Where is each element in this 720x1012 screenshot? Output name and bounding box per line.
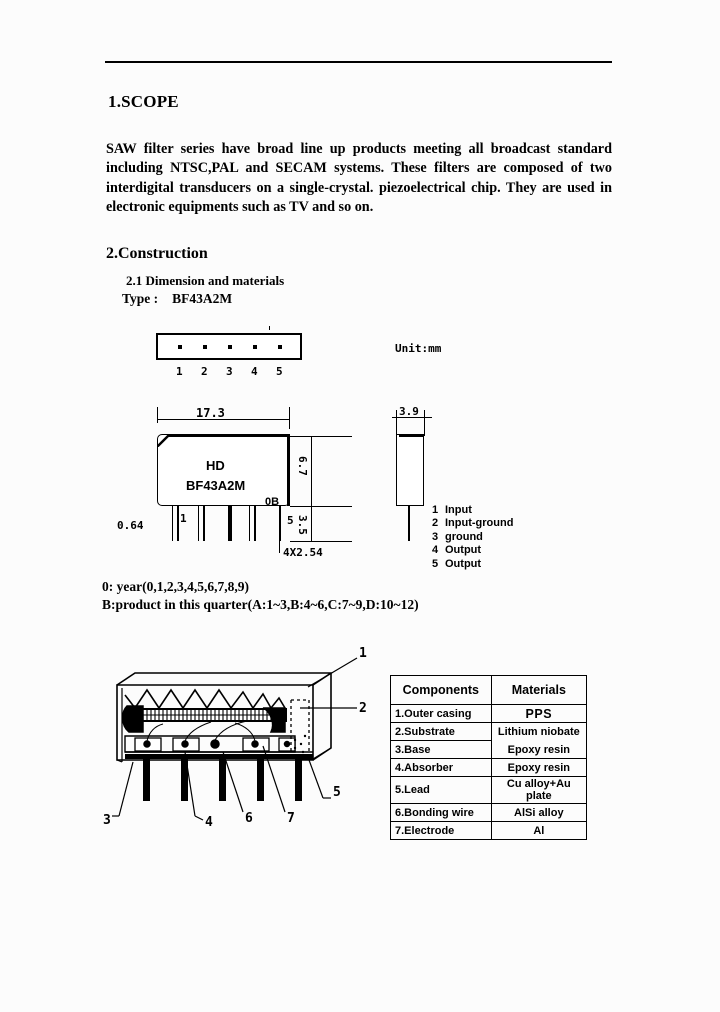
cross-section-diagram (95, 640, 385, 840)
side-view-body (396, 434, 424, 506)
body-marking-brand: HD (206, 458, 225, 473)
pin-dot-4 (253, 345, 257, 349)
dimension-lead-width-value: 0.64 (117, 519, 144, 532)
cell-material: Epoxy resin (491, 759, 586, 777)
front-view-top-edge (168, 434, 290, 437)
lead-4-edge (249, 506, 250, 541)
cell-component: 5.Lead (391, 777, 492, 804)
table-row (391, 705, 587, 723)
cell-component: 6.Bonding wire (391, 804, 492, 822)
date-code-year-note: 0: year(0,1,2,3,4,5,6,7,8,9) (102, 579, 249, 594)
table-row (391, 777, 587, 804)
type-value: BF43A2M (172, 291, 233, 306)
type-line (122, 291, 232, 307)
pin-legend-row (432, 531, 513, 544)
body-marking-part-number: BF43A2M (186, 478, 246, 493)
thickness-dim-right-tick (424, 410, 425, 436)
pin-dot-1 (178, 345, 182, 349)
date-code-notes (102, 578, 419, 614)
date-code-quarter-note: B:product in this quarter(A:1~3,B:4~6,C:7~9,D:10~12) (102, 597, 419, 612)
table-row (391, 759, 587, 777)
cell-material: Cu alloy+Au plate (491, 777, 586, 804)
lead-4 (254, 506, 256, 541)
pin-dot-2 (203, 345, 207, 349)
dimension-pitch-value: 4X2.54 (283, 546, 323, 559)
table-row (391, 822, 587, 840)
cell-material: AlSi alloy (491, 804, 586, 822)
side-view-top-edge (399, 434, 423, 437)
height-dimension-line (311, 436, 312, 506)
cell-material: Lithium niobate (491, 723, 586, 741)
scope-heading: 1.SCOPE (108, 92, 179, 111)
pin-legend-row (432, 544, 513, 557)
callout-7: 7 (287, 811, 295, 826)
width-dimension-left-tick (157, 407, 158, 423)
lead-3 (228, 506, 232, 541)
table-row (391, 723, 587, 741)
pin-function-legend (432, 504, 513, 571)
pin-legend-number: 1 (432, 504, 439, 516)
side-view-lead (408, 506, 410, 541)
table-header-materials: Materials (491, 676, 586, 705)
table-row (391, 804, 587, 822)
front-view-right-edge (287, 434, 290, 506)
callout-3: 3 (103, 813, 111, 828)
table-row (391, 741, 587, 759)
width-dimension-right-tick (289, 407, 290, 429)
pin-legend-name: ground (445, 530, 483, 543)
type-label: Type : (122, 291, 159, 306)
construction-heading: 2.Construction (106, 245, 208, 262)
pin-legend-name: Output (445, 544, 482, 557)
lead-1 (177, 506, 179, 541)
cell-component: 2.Substrate (391, 723, 492, 741)
pin-number-1: 1 (176, 365, 183, 378)
cell-component: 7.Electrode (391, 822, 492, 840)
cell-material: PPS (491, 705, 586, 723)
height-dim-lower-ext (290, 541, 352, 542)
height-dim-upper-ext (290, 436, 352, 437)
callout-2: 2 (359, 701, 367, 716)
materials-table (390, 675, 587, 840)
lead-length-dimension-line (311, 506, 312, 541)
pin-legend-number: 5 (432, 557, 439, 570)
callout-4: 4 (205, 815, 213, 830)
pin-legend-number: 3 (432, 530, 439, 543)
dimension-height-value: 6.7 (296, 456, 309, 476)
lead-number-last: 5 (287, 514, 294, 527)
cell-material: Al (491, 822, 586, 840)
dimension-lead-length-value: 3.5 (296, 515, 309, 535)
cell-component: 1.Outer casing (391, 705, 492, 723)
dimension-width-value: 17.3 (196, 406, 225, 420)
pin-legend-row (432, 504, 513, 517)
lead-5 (279, 506, 281, 541)
pin-legend-name: Input-ground (445, 517, 514, 530)
lead-number-first: 1 (180, 512, 187, 525)
callout-5: 5 (333, 785, 341, 800)
thickness-dim-left-tick (396, 410, 397, 436)
height-dim-mid-ext (290, 506, 352, 507)
pitch-extension-tick (279, 541, 280, 553)
pin-legend-row (432, 517, 513, 530)
cell-material: Epoxy resin (491, 741, 586, 759)
lead-1-edge (172, 506, 173, 541)
pin-number-5: 5 (276, 365, 283, 378)
scope-body-text: SAW filter series have broad line up products meeting all broadcast standard including NTSC,PAL and SECAM systems. These filters are composed of two interdigital transducers on a single-crystal. piezoelectrical chip. They are used in electronic equipments such as TV and so on. (106, 141, 612, 216)
cell-component: 4.Absorber (391, 759, 492, 777)
subsection-dimension-heading: 2.1 Dimension and materials (126, 273, 285, 288)
pin-legend-row (432, 558, 513, 571)
table-header-row (391, 676, 587, 705)
cell-component: 3.Base (391, 741, 492, 759)
lead-2-edge (198, 506, 199, 541)
pin-legend-number: 4 (432, 544, 439, 557)
dimension-thickness-value: 3.9 (399, 405, 419, 418)
pin-dot-5 (278, 345, 282, 349)
top-view-centermark (269, 326, 270, 330)
pin-dot-3 (228, 345, 232, 349)
pin-legend-name: Output (445, 557, 482, 570)
table-header-components: Components (391, 676, 492, 705)
lead-2 (203, 506, 205, 541)
pin-number-4: 4 (251, 365, 258, 378)
pin-number-3: 3 (226, 365, 233, 378)
body-marking-date-code: 0B (265, 496, 280, 508)
unit-label: Unit:mm (395, 342, 442, 355)
pin-number-2: 2 (201, 365, 208, 378)
callout-6: 6 (245, 811, 253, 826)
pin-legend-number: 2 (432, 517, 439, 530)
pin-legend-name: Input (445, 504, 472, 516)
callout-1: 1 (359, 646, 367, 661)
header-rule (105, 61, 612, 63)
